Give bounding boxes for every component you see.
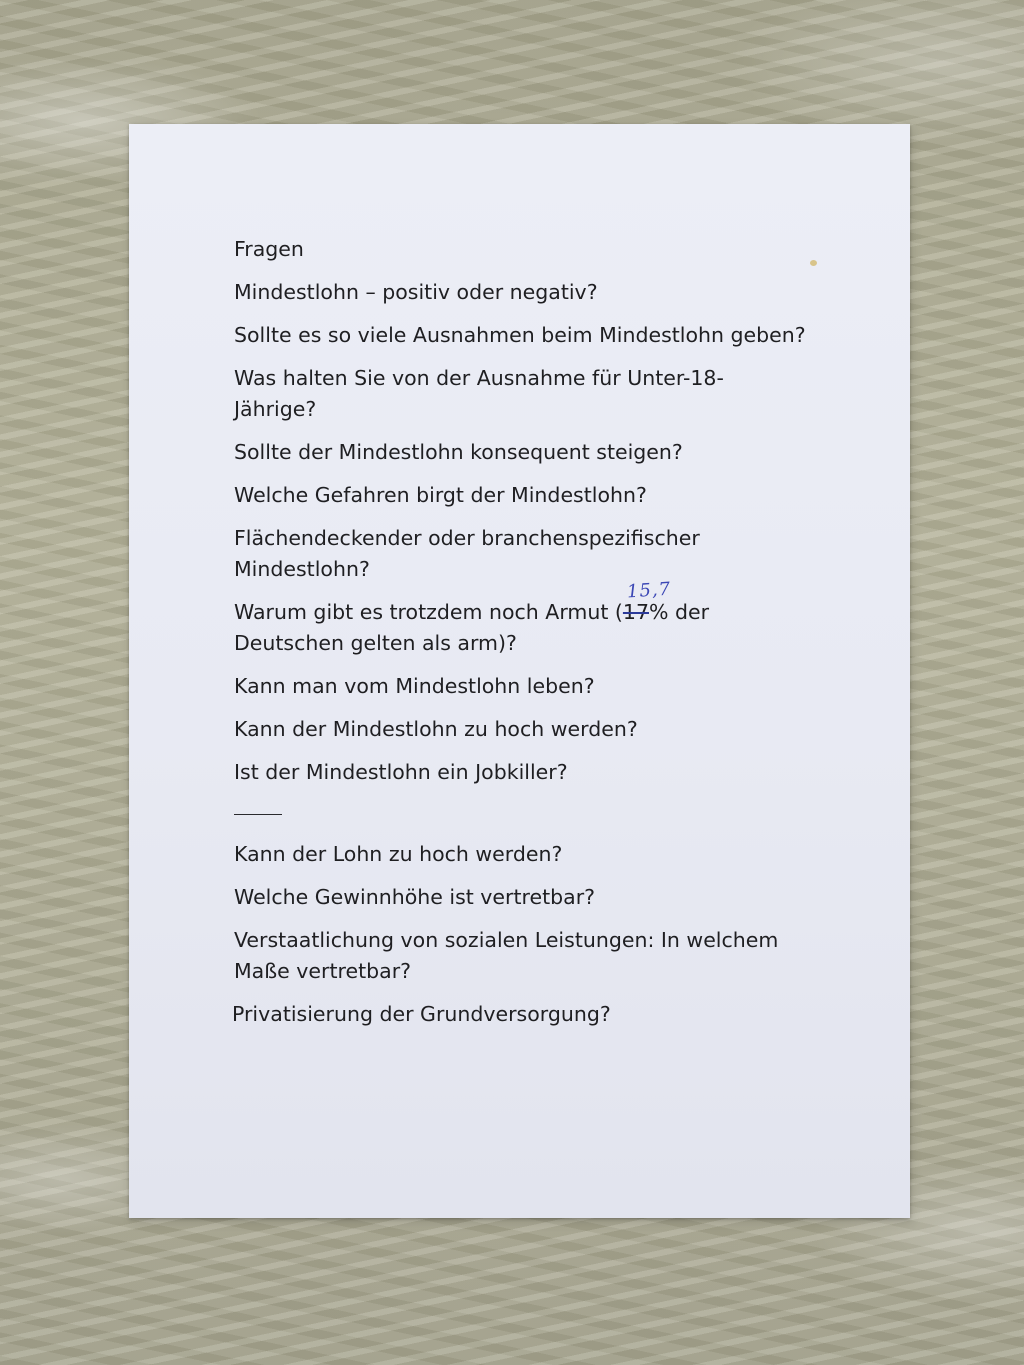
question-ausnahmen: Sollte es so viele Ausnahmen beim Mindestlohn geben? xyxy=(234,323,806,347)
question-verstaatlichung: Verstaatlichung von sozialen Leistungen: In welchem Maße vertretbar? xyxy=(234,928,779,983)
question-unter-18: Was halten Sie von der Ausnahme für Unter-18-Jährige? xyxy=(234,366,724,421)
paper-sheet xyxy=(129,124,910,1218)
question-leben: Kann man vom Mindestlohn leben? xyxy=(234,674,595,698)
handwritten-correction: 15,7 xyxy=(626,578,672,603)
question-list xyxy=(234,234,874,1042)
question-zu-hoch: Kann der Mindestlohn zu hoch werden? xyxy=(234,717,638,741)
question-armut xyxy=(234,578,734,659)
question-lohn-zu-hoch: Kann der Lohn zu hoch werden? xyxy=(234,842,563,866)
question-gefahren: Welche Gefahren birgt der Mindestlohn? xyxy=(234,483,647,507)
armut-text-after: % der Deutschen gelten als arm)? xyxy=(234,600,710,655)
question-konsequent-steigen: Sollte der Mindestlohn konsequent steigen? xyxy=(234,440,683,464)
section-divider xyxy=(234,814,282,815)
question-jobkiller: Ist der Mindestlohn ein Jobkiller? xyxy=(234,760,568,784)
page-title: Fragen xyxy=(234,237,304,261)
armut-text-before: Warum gibt es trotzdem noch Armut ( xyxy=(234,600,623,624)
question-flaechendeckend: Flächendeckender oder branchenspezifischer Mindestlohn? xyxy=(234,526,700,581)
question-gewinnhoehe: Welche Gewinnhöhe ist vertretbar? xyxy=(234,885,596,909)
struck-value: 17 xyxy=(622,600,649,624)
armut-value xyxy=(622,578,672,628)
question-mindestlohn-positiv: Mindestlohn – positiv oder negativ? xyxy=(234,280,598,304)
question-privatisierung: Privatisierung der Grundversorgung? xyxy=(232,1002,611,1026)
